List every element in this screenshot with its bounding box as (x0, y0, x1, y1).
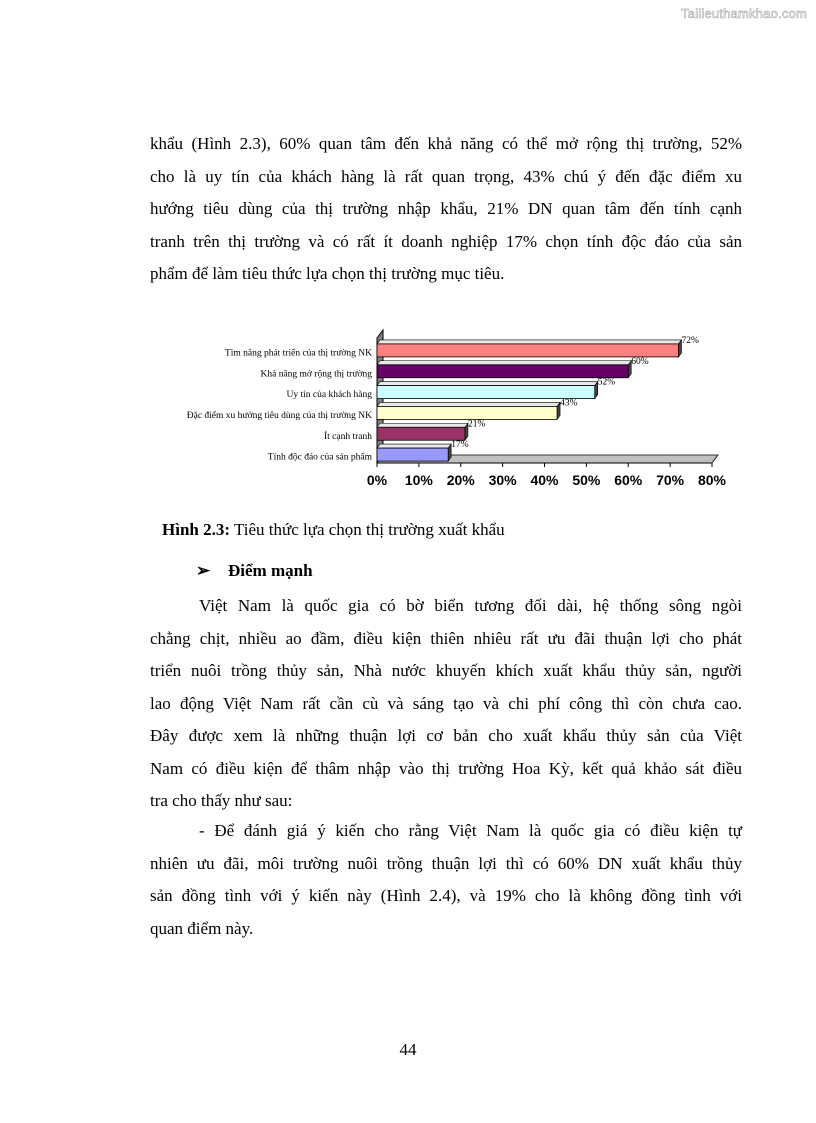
bar-top-face (377, 423, 468, 427)
bar-top-face (377, 444, 451, 448)
data-label: 72% (681, 335, 699, 346)
text-line: nhiên ưu đãi, môi trường nuôi trồng thuận lợi thì có 60% DN xuất khẩu thủy (150, 853, 742, 873)
strength-paragraph (150, 590, 742, 818)
text-line: lao động Việt Nam rất cần cù và sáng tạo và chi phí công thì còn chưa cao. (150, 693, 742, 713)
text-line: phẩm để làm tiêu thức lựa chọn thị trường mục tiêu. (150, 264, 505, 283)
bar-top-face (377, 340, 682, 344)
text-line: khẩu (Hình 2.3), 60% quan tâm đến khả năng có thể mở rộng thị trường, 52% (150, 134, 742, 153)
text-line: tranh trên thị trường và có rất ít doanh nghiệp 17% chọn tính độc đáo của sản (150, 231, 742, 251)
data-label: 17% (451, 440, 469, 451)
data-label: 43% (560, 398, 578, 409)
text-line: chằng chịt, nhiều ao đầm, điều kiện thiên nhiêu rất ưu đãi thuận lợi cho phát (150, 628, 742, 648)
category-label: Đặc điểm xu hướng tiêu dùng của thị trường NK (186, 410, 372, 421)
bar-chart (150, 318, 750, 493)
watermark: Tailieuthamkhao.com (681, 6, 807, 21)
category-label: Khả năng mở rộng thị trường (260, 369, 372, 380)
category-label: Uy tín của khách hàng (286, 390, 372, 401)
bar-top-face (377, 382, 598, 386)
bar (377, 344, 679, 357)
x-tick-label: 40% (530, 472, 559, 488)
x-tick-label: 60% (614, 472, 643, 488)
figure-caption (162, 520, 505, 540)
arrow-bullet-icon: ➢ (196, 561, 211, 580)
text-line: - Để đánh giá ý kiến cho rằng Việt Nam là quốc gia có điều kiện tự (199, 821, 742, 840)
caption-label: Hình 2.3: (162, 520, 231, 539)
x-tick-label: 0% (366, 472, 388, 488)
text-line: cho là uy tín của khách hàng là rất quan trọng, 43% chú ý đến đặc điểm xu (150, 166, 742, 186)
data-label: 60% (631, 356, 649, 367)
text-line: triển nuôi trồng thủy sản, Nhà nước khuyến khích xuất khẩu thủy sản, người (150, 661, 742, 680)
text-line: hướng tiêu dùng của thị trường nhập khẩu, 21% DN quan tâm đến tính cạnh (150, 199, 742, 218)
x-tick-label: 80% (697, 472, 727, 488)
text-line: quan điểm này. (150, 918, 254, 938)
text-line: Việt Nam là quốc gia có bờ biển tương đối dài, hệ thống sông ngòi (199, 596, 742, 615)
page-number: 44 (399, 1040, 417, 1059)
section-title: Điểm mạnh (228, 561, 313, 580)
opinion-paragraph (150, 815, 742, 945)
category-label: Tính độc đáo của sản phẩm (267, 452, 372, 463)
x-tick-label: 50% (572, 472, 601, 488)
category-label: Ít cạnh tranh (323, 431, 372, 442)
x-tick-label: 70% (656, 472, 685, 488)
bar (377, 365, 628, 378)
text-line: Đây được xem là những thuận lợi cơ bản cho xuất khẩu thủy sản của Việt (150, 726, 742, 745)
bar-top-face (377, 361, 631, 365)
x-tick-label: 20% (446, 472, 475, 488)
text-line: sản đồng tình với ý kiến này (Hình 2.4), và 19% cho là không đồng tình với (150, 886, 742, 905)
bar (377, 448, 448, 461)
category-label: Tìm năng phát triển của thị trường NK (224, 348, 372, 359)
data-label: 52% (597, 377, 616, 388)
text-line: Nam có điều kiện để thâm nhập vào thị trường Hoa Kỳ, kết quả khảo sát điều (150, 758, 742, 778)
text-line: tra cho thấy như sau: (150, 791, 293, 810)
bar (377, 427, 465, 440)
x-tick-label: 30% (488, 472, 517, 488)
caption-text: Tiêu thức lựa chọn thị trường xuất khẩu (230, 520, 505, 539)
data-label: 21% (467, 419, 486, 430)
bar (377, 406, 557, 419)
x-tick-label: 10% (404, 472, 433, 488)
bar (377, 386, 595, 399)
bar-top-face (377, 402, 560, 406)
section-heading (196, 561, 313, 581)
intro-paragraph (150, 128, 742, 291)
